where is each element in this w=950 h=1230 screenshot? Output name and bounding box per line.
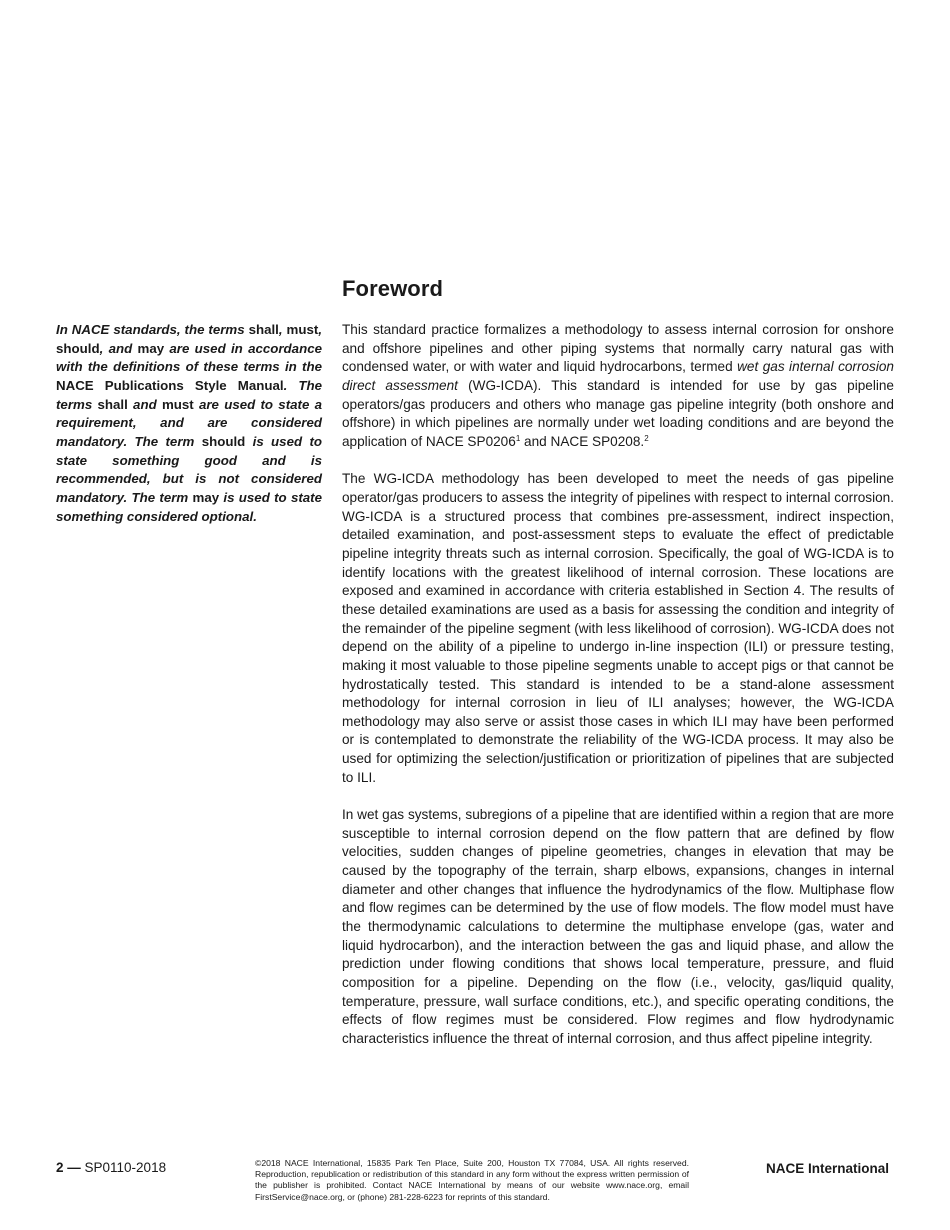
- page-number-value: 2 —: [56, 1160, 85, 1175]
- reference-2: 2: [644, 433, 649, 443]
- term-should: should: [201, 433, 246, 449]
- page-title: Foreword: [342, 276, 444, 301]
- paragraph-text: and NACE SP0208.: [520, 433, 645, 449]
- note-text: are used to state a requirement, and are considered mandatory. The term: [56, 396, 322, 449]
- term-must: must: [286, 322, 319, 337]
- paragraph-text: (WG-ICDA). This standard is intended for use by gas pipeline operators/gas producers and others who manage gas pipeline integrity (both onshore and offshore) in which pipelines are normally under wet loading conditions and are beyond the application of NACE SP0206: [342, 377, 894, 449]
- note-text: is used to state something good and is recommended, but is not considered mandatory. The term: [56, 433, 322, 505]
- note-text: are used in accordance with the definitions of these terms in the: [56, 340, 322, 375]
- paragraph-1: [342, 321, 894, 452]
- note-text: ,: [278, 322, 287, 337]
- wg-icda-term: wet gas internal corrosion direct assessment: [342, 359, 894, 393]
- note-text: In NACE standards, the terms: [56, 322, 249, 337]
- term-may: may: [192, 489, 220, 505]
- publisher-name: NACE International: [765, 1161, 889, 1176]
- page-number: [56, 1160, 166, 1175]
- style-manual-title: NACE Publications Style Manual: [56, 377, 284, 393]
- term-shall: shall: [97, 396, 128, 412]
- note-text: and: [127, 396, 162, 412]
- note-text: , and: [99, 340, 138, 356]
- term-should: should: [56, 340, 100, 356]
- term-may: may: [137, 340, 165, 356]
- term-shall: shall: [248, 322, 279, 337]
- foreword-body: [342, 321, 894, 1067]
- reference-1: 1: [515, 433, 521, 443]
- terminology-note: [56, 321, 322, 526]
- paragraph-3: In wet gas systems, subregions of a pipeline that are identified within a region that are more susceptible to internal corrosion depend on the flow pattern that are defined by flow velocities, sudden changes of pipeline geometries, changes in elevation that may be caused by the topography of the terrain, sharp elbows, expansions, changes in internal diameter and other changes that influence the hydrodynamics of the flow. Multiphase flow and flow regimes can be determined by the use of flow models. The flow model must have the thermodynamic calculations to determine the multiphase envelope (gas, water and liquid hydrocarbon), and the interaction between the gas and liquid phase, and allow the prediction under flowing conditions that shows local temperature, pressure, and fluid composition for a pipeline. Depending on the flow (i.e., velocity, gas/liquid quality, temperature, pressure, wall surface conditions, etc.), and specific operating conditions, the effects of flow regimes must be considered. Flow regimes and flow hydrodynamic characteristics influence the threat of internal corrosion, and thus affect pipeline integrity.: [342, 807, 894, 1046]
- term-must: must: [161, 396, 194, 412]
- paragraph-text: This standard practice formalizes a methodology to assess internal corrosion for onshore and offshore pipelines and other piping systems that normally carry natural gas with condensed water, or with water and liquid hydrocarbons, termed: [342, 322, 894, 375]
- note-text: ,: [318, 322, 323, 337]
- paragraph-2: The WG-ICDA methodology has been developed to meet the needs of gas pipeline operator/gas producers to assess the integrity of pipelines with respect to internal corrosion. WG-ICDA is a structured process that combines pre-assessment, indirect inspection, detailed examination, and post-assessment steps to evaluate the effect of predictable pipeline integrity threats such as internal corrosion. Specifically, the goal of WG-ICDA is to identify locations with the greatest likelihood of internal corrosion. These locations are exposed and examined in accordance with criteria established in Section 4. The results of these detailed examinations are used as a basis for assessing the condition and integrity of the remainder of the pipeline segment (with less likelihood of corrosion). WG-ICDA does not depend on the ability of a pipeline to undergo in-line inspection (ILI) or pressure testing, making it most valuable to those pipeline segments unable to accept pigs or that cannot be hydrostatically tested. This standard is intended to be a stand-alone assessment methodology for internal corrosion in lieu of ILI analyses; however, the WG-ICDA methodology may also serve or assist those cases in which ILI may have been performed or is contemplated to demonstrate the reliability of the WG-ICDA process. It may also be used for optimizing the selection/justification or prioritization of pipelines that are subjected to ILI.: [342, 471, 894, 785]
- note-text: is used to state something considered optional.: [56, 489, 322, 524]
- document-code: SP0110-2018: [84, 1160, 167, 1175]
- note-text: . The terms: [56, 377, 322, 412]
- copyright-notice: ©2018 NACE International, 15835 Park Ten Place, Suite 200, Houston TX 77084, USA. All rights reserved. Reproduction, republication or redistribution of this standard in any form without the express written permission of the publisher is prohibited. Contact NACE International by means of our website www.nace.org, email FirstService@nace.org, or (phone) 281-228-6223 for reprints of this standard.: [255, 1158, 689, 1202]
